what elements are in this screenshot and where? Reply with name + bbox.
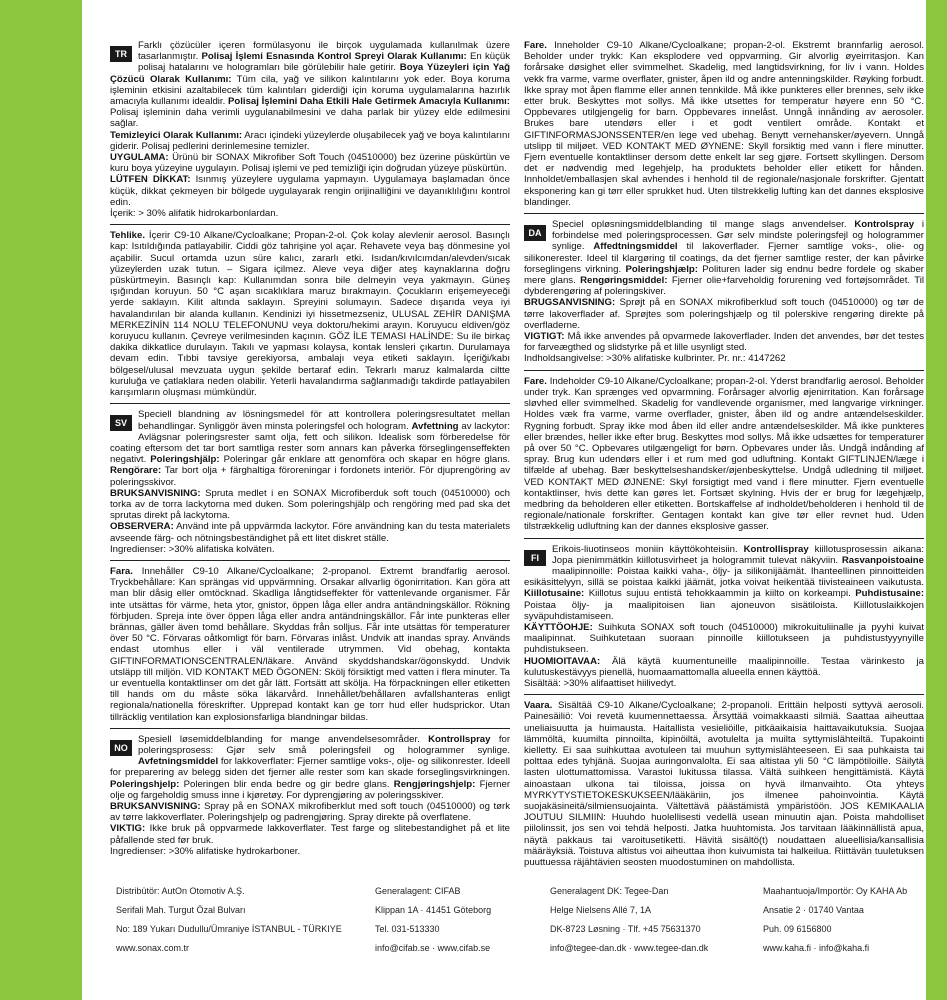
left-green-band — [0, 0, 82, 1000]
section-da: DA Speciel opløsningsmiddelblanding til mange slags anvendelser. Kontrolspray i forbindelse med poleringsprocessen. Gør selv mindste poleringsfejl og hologrammer synlige. Affedtningsmiddel til lakoverflader. Fjerner samtlige voks-, olie- og silikonerester. Ideel til klargøring til coatings, da det fjerner samtlige rester, der kan påvirke forseglingens virkning. Poleringshjælp: Polituren lader sig endnu bedre fordele og skaber mere glans. Rengøringsmiddel: Fjerner olie+farveholdig forurening ved fortøjsområdet. Til dybderengøring af poleringskiver. BRUGSANVISNING: Sprøjt på en SONAX mikrofiberklud soft touch (04510000) og tør de tørre lakoverflader af. Sprøjtes som poleringshjælp og til polerskive rengøring direkte på overfladerne. VIGTIGT: Må ikke anvendes på opvarmede lakoverflader. Inden det anvendes, bør det testes for farveægthed og slidstyrke på et lille usynligt sted. Indholdsangivelse: >30% alifatiske kulbrinter. Pr. nr.: 4147262 — [524, 219, 924, 365]
right-green-band — [926, 0, 947, 1000]
divider — [110, 403, 510, 404]
divider — [524, 370, 924, 371]
divider — [110, 728, 510, 729]
section-fi: FI Erikois-liuotinseos moniin käyttökohteisiin. Kontrollispray kiillotusprosessin aikana: Jopa pienimmätkin kiillotusvirheet ja hologrammit tulevat näkyviin. Rasvanpoistoaine maalipinnoille: Poistaa kaikki vaha-, öljy- ja silikonijäämät. Ihanteellinen pinnoitteiden esikäsittelyyn, sillä se poistaa kaikki jäämät, jotka voivat heikentää tiivisteaineen vaikutusta. Kiillotusaine: Kiillotus sujuu entistä tehokkaammin ja kiilto on korkeampi. Puhdistusaine: Poistaa öljy- ja maalipitoisen lian ajoneuvon sisätiloista. Kiillotuslaikkojen syväpuhdistamiseen. KÄYTTÖOHJE: Suihkuta SONAX soft touch (04510000) mikrokuituliinalle ja pyyhi kuivat maalipinnat. Suihkutetaan suoraan pinnoille kiillotukseen ja puhdistustyyynyille puhdistukseen. HUOMIOITAVAA: Älä käytä kuumentuneille maalipinnoille. Testaa värinkesto ja kulutuskestävyys pienellä, huomaamattomalla alueella ennen käyttöä. Sisältää: >30% alifaattiset hiilivedyt. — [524, 543, 925, 689]
divider — [524, 538, 924, 539]
footer-tr: Distribütör: AutOn Otomotiv A.Ş. Serifali Mah. Turgut Özal Bulvarı No: 189 Yukarı Dudullu/Ümraniye İSTANBUL - TÜRKIYE www.sonax.com.tr — [116, 886, 342, 953]
lang-tag-no: NO — [110, 740, 132, 756]
footer-sv: Generalagent: CIFAB Klippan 1A · 41451 Göteborg Tel. 031-513330 info@cifab.se · www.cifab.se — [375, 886, 492, 953]
warning-tr: Tehlike. İçerir C9-10 Alkane/Cycloalkane; Propan-2-ol. Çok kolay alevlenir aerosol. Basınçlı kap: Isıtıldığında patlayabilir. Ciddi göz tahrişine yol açar. Rehavete veya baş dönmesine yol açabilir. Sucul ortamda uzun süre kalıcı, zararlı etki. Isıdan/kıvılcımdan/alevden/sıcak yüzeylerden uzak tutun. – Sigara içilmez. Aleve veya diğer ateş kaynaklarına doğru püskürtmeyin. Basınçlı kap: Kullanımdan sonra bile delmeyin veya yakmayın. Güneş ışığından koruyun. 50 °C aşan sıcaklıklara maruz bırakmayın. Çocukların erişemeyeceği yerde saklayın. Kilit altında saklayın. Spreyini solumayın. Sadece dışarıda veya iyi havalandırılan bir alanda kullanın. Kendinizi iyi hissetmezseniz, ULUSAL ZEHİR DANIŞMA MERKEZİNİN 114 NOLU TELEFONUNU veya doktoru/hekimi arayın. Koruyucu eldiven/göz koruyucu kullanın. Çevreye verilmesinden kaçının. GÖZ İLE TEMASI HALİNDE: Su ile birkaç dakika dikkatlice durulayın. Takılı ve yapması kolaysa, kontak lensleri çıkartın. Durulamaya devam edin. Tıbbi tavsiye gerekiyorsa, ambalajı veya etiketi saklayın. İçeriği/kabı bölgesel/ulusal mevzuata uygun şekilde bertaraf edin. Tekrarlı maruz kalmalarda ciltte kuruluğa ve çatlaklara neden olabilir. Yeterli havalandırma sağlanmadığı takdirde patlayabilen karışımların oluşması mümkündür. — [110, 230, 511, 399]
divider — [524, 213, 924, 214]
footer-fi: Maahantuoja/Importör: Oy KAHA Ab Ansatie 2 · 01740 Vantaa Puh. 09 6156800 www.kaha.fi · info@kaha.fi — [763, 886, 908, 953]
divider — [524, 694, 924, 695]
section-sv: SV Speciell blandning av lösningsmedel för att kontrollera poleringsresultatet mellan behandlingar. Synliggör även minsta poleringsfel och hologram. Avfettning av lackytor: Avlägsnar poleringsrester samt olja, fett och silikon. Idealisk som förberedelse för coating eftersom det tar bort samtliga rester som annars kan påverka förseglingenseffekten negativt. Poleringshjälp: Poleringar går enklare att genomföra och skapar en högre glans. Rengörare: Tar bort olja + färghaltiga föroreningar i fordonets interiör. För djuprengöring av poleringsskivor. BRUKSANVISNING: Spruta medlet i en SONAX Microfiberduk soft touch (04510000) och torka av de torra lackytorna med duken. Som poleringshjälp och rengöring med pad ska det sprutas direkt på lackytorna. OBSERVERA: Använd inte på uppvärmda lackytor. Före användning kan du testa materialets avseende färg- och nötningsbeständighet på ett litet diskret ställe. Ingredienser: >30% alifatiska kolväten. — [110, 409, 511, 555]
lang-tag-fi: FI — [524, 550, 546, 566]
divider — [110, 224, 510, 225]
lang-tag-sv: SV — [110, 415, 132, 431]
section-no: NO Spesiell løsemiddelblanding for mange anvendelsesområder. Kontrollspray for poleringsprosess: Gjør selv små poleringsfeil og hologrammer synlige. Avfetningsmiddel for lakkoverflater: Fjerner samtlige voks-, olje- og silikonrester. Ideell for preparering av belegg siden det fjerner alle rester som kan skade forseglingsvirkningen. Poleringshjelp: Poleringen blir enda bedre og gir bedre glans. Rengjøringshjelp: Fjerner olje og fargeholdig smuss inne i kjøretøy. For dyprengjøring av poleringsskiver. BRUKSANVISNING: Spray på en SONAX mikrofiberklut med soft touch (04510000) og tørk av tørre lakkoverflater. Poleringshjelp og padrengjøring. Spray direkte på overflatene. VIKTIG: Ikke bruk på oppvarmede lakkoverflater. Test farge og slitebestandighet på et lite påfallende sted før bruk. Ingredienser: >30% alifatiske hydrokarboner. — [110, 733, 511, 857]
footer-dk: Generalagent DK: Tegee-Dan Helge Nielsens Allé 7, 1A DK-8723 Løsning · Tlf. +45 75631370 info@tegee-dan.dk · www.tegee-dan.dk — [550, 886, 709, 953]
warning-sv: Fara. Innehåller C9-10 Alkane/Cycloalkane; 2-propanol. Extremt brandfarlig aerosol. Tryckbehållare: Kan sprängas vid uppvärmning. Orsakar allvarlig ögonirritation. Kan göra att man blir dåsig eller omtöcknad. Skadliga långtidseffekter för vattenlevande organismer. Får inte utsättas för värme, heta ytor, gnistor, öppen låga eller andra antändningskällor. Rökning förbjuden. Spreja inte över öppen låga eller andra antändningskällor. Får inte punkteras eller brännas, gäller även tomd behållare. Skyddas från solljus. Får inte utsättas för temperaturer över 50 °C. Förvaras oåtkomligt för barn. Förvaras inlåst. Undvik att inandas spray. Används endast utomhus eller i väl ventilerade utrymmen. Vid obehag, kontakta GIFTINFORMATIONSCENTRALEN/läkare. Använd skyddshandskar/ögonskydd. Undvik utsläpp till miljön. VID KONTAKT MED ÖGONEN: Skölj försiktigt med vatten i flera minuter. Ta ur eventuella kontaktlinser om det går lätt. Fortsätt att skölja. Ha förpackningen eller etiketten till hands om du måste söka läkarvård. Innehållet/behållaren avfallshanteras enligt regionala/nationella föreskrifter. Upprepad kontakt kan ge torr hud eller hudsprickor. Utan tillräcklig ventilation kan explosionsfarliga blandningar bildas. — [110, 565, 510, 723]
warning-fi: Vaara. Sisältää C9-10 Alkane/Cycloalkane; 2-propanoli. Erittäin helposti syttyvä aerosoli. Painesäiliö: Voi revetä kuumennettaessa. Ärsyttää voimakkaasti silmiä. Saattaa aiheuttaa uneliaisuutta ja huimausta. Haitallista vesieliöille, pitkäaikaisia haittavaikutuksia. Suojaa lämmöltä, kuumilta pinnoilta, kipinöiltä, avotulelta ja muilta syttymislähteiltä. Tupakointi kielletty. Ei saa suihkuttaa avotuleen tai muuhun syttymislähteeseen. Ei saa puhkaista tai polttaa edes tyhjänä. Suojaa auringonvalolta. Ei saa altistaa yli 50 °C lämpötiloille. Säilytä lasten ulottumattomissa. Varastoi lukitussa tilassa. Vältä suihkeen hengittämistä. Käytä ainoastaan ulkona tai tiloissa, joissa on hyvä ilmanvaihto. Ota yhteys MYRKYTYSTIETOKESKUKSEEN/lääkäriin, jos ilmenee pahoinvointia. Käytä suojakäsineitä/silmiensuojainta. Vältettävä päästämistä ympäristöön. JOS KEMIKAALIA JOUTUU SILMIIN: Huuhdo huolellisesti vedellä usean minuutin ajan. Poista mahdolliset piilolinssit, jos sen voi tehdä helposti. Jatka huuhtomista. Jos tarvitaan lääkinnällistä apua, näytä pakkaus tai varoitusetiketti. Hävitä sisältö(t) noudattaen alueellisia/kansallisia määräyksiä. Toistuva altistus voi aiheuttaa ihon kuivumista tai halkeilua. Riittävän tuuletuksen puuttuessa räjähtävien seosten muodostuminen on mahdollista. — [524, 700, 924, 869]
warning-da: Fare. Indeholder C9-10 Alkane/Cycloalkane; propan-2-ol. Yderst brandfarlig aerosol. Beholder under tryk. Kan sprænges ved opvarmning. Forårsager alvorlig øjenirritation. Kan forårsage sløvhed eller svimmelhed. Skadelig for vandlevende organismer, med langvarige virkninger. Holdes væk fra varme, varme overflader, gnister, åben ild og andre antændelseskilder. Rygning forbudt. Spray ikke mod åben ild eller andre antændelseskilder. Må ikke punkteres eller brændes, heller ikke efter brug. Beskyttes mod sollys. Må ikke udsættes for temperaturer på over 50 °C. Opbevares utilgængeligt for børn. Opbevares under lås. Undgå indånding af spray. Brug kun udendørs eller i et rum med god udluftning. Kontakt GIFTLINJEN/læge i tilfælde af ubehag. Bær beskyttelseshandsker/øjenbeskyttelse. Undgå udledning til miljøet. VED KONTAKT MED ØJNENE: Skyl forsigtigt med vand i flere minutter. Fjern eventuelle kontaktlinser, hvis dette kan gøres let. Fortsæt skylning. Hvis der er brug for lægehjælp, medbring da beholderen eller etiketten. Bortskaffelse af indholdet/beholderen i henhold til de regionale/nationale forskrifter. Gentagen kontakt kan give tør eller revnet hud. Uden tilstrækkelig udluftning kan der dannes eksplosive gasser. — [524, 375, 924, 533]
divider — [110, 560, 510, 561]
right-column — [524, 40, 924, 868]
warning-no: Fare. Inneholder C9-10 Alkane/Cycloalkane; propan-2-ol. Ekstremt brannfarlig aerosol. Beholder under trykk: Kan eksplodere ved oppvarming. Gir alvorlig øyeirritasjon. Kan forårsake døsighet eller svimmelhet. Skadelig, med langtidsvirkning, for liv i vann. Holdes vekk fra varme, varme overflater, gnister, åpen ild og andre antenningskilder. Røyking forbudt. Ikke spray mot åpen flamme eller annen tennkilde. Må ikke punkteres eller brennes, selv ikke etter bruk. Beskyttes mot sollys. Må ikke utsettes for temperatur høyere enn 50 °C. Oppbevares utilgjengelig for barn. Oppbevares innelåst. Unngå innånding av aerosoler. Brukes bare utendørs eller i et godt ventilert område. Kontakt et GIFTINFORMASJONSSENTER/en lege ved ubehag. Benytt vernehansker/øyevern. Unngå utslipp til miljøet. VED KONTAKT MED ØYNENE: Skyll forsiktig med vann i flere minutter. Fjern eventuelle kontaktlinser dersom dette enkelt lar seg gjøre. Fortsett skyllingen. Dersom det er nødvendig med legehjelp, ha produktets beholder eller etikett for hånden. Innholdet/emballasjen skal avhendes i henhold til de regionale/nasjonale forskrifter. Gjentatt eksponering kan gi tørr eller sprukket hud. Uten tilstrekkelig lufting kan det dannes eksplosive blandinger. — [524, 40, 924, 208]
lang-tag-da: DA — [524, 225, 546, 241]
section-tr: TR Farklı çözücüler içeren formülasyonu ile birçok uygulamada kullanılmak üzere tasarlanmıştır. Polisaj İşlemi Esnasında Kontrol Spreyi Olarak Kullanımı: En küçük polisaj hatalarını ve hologramları bile görülebilir hale getirir. Boya Yüzeyleri için Yağ Çözücü Olarak Kullanımı: Tüm cila, yağ ve silikon kalıntılarını yok eder. Boya koruma işleminin etkisini azaltabilecek tüm kalıntıları giderdiği için koruma uygulamalarına hazırlık amacıyla kullanımı idealdir. Polisaj İşlemini Daha Etkili Hale Getirmek Amacıyla Kullanımı: Polisaj işleminin daha verimli uygulanabilmesini ve daha parlak bir yüzey elde edilmesini sağlar. Temizleyici Olarak Kullanımı: Aracı içindeki yüzeylerde oluşabilecek yağ ve boya kalıntılarını giderir. Polisaj pedlerini derinlemesine temizler. UYGULAMA: Ürünü bir SONAX Mikrofiber Soft Touch (04510000) bez üzerine püskürtün ve kuru boya yüzeyine uygulayın. Polisaj işlemi ve ped temizliği için doğrudan yüzeye püskürtün. LÜTFEN DİKKAT: Isınmış yüzeylere uygulama yapmayın. Uygulamaya başlamadan önce küçük, dikkat çekmeyen bir bölgede uygulayarak rengin orijinalliğini ve dayanıklılığını kontrol edin. İçerik: > 30% alifatik hidrokarbonlardan. — [110, 40, 511, 220]
lang-tag-tr: TR — [110, 46, 132, 62]
left-column — [110, 40, 510, 857]
